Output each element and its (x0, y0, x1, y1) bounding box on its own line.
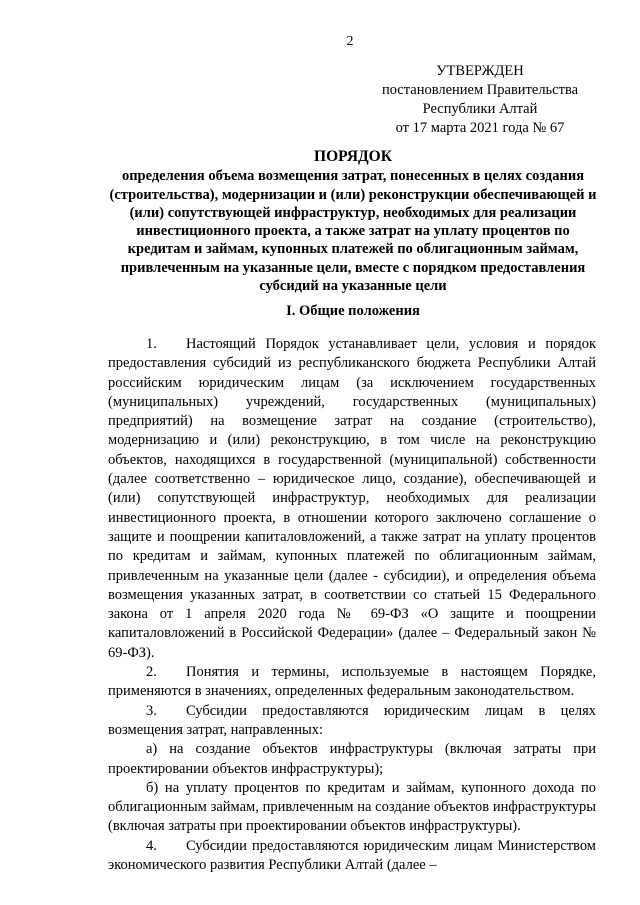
document-subtitle: определения объема возмещения затрат, понесенных в целях создания (строительства), модернизации и (или) реконструкции обеспечивающей и (или) сопутствующей инфраструктур, необходимых для реализации инвестиционного проекта, а также затрат на уплату процентов по кредитам и займам, купонных платежей по облигационным займам, привлеченным на указанные цели, вместе с порядком предоставления субсидий на указанные цели (109, 168, 597, 295)
approval-line-2: постановлением Правительства (381, 82, 579, 98)
approval-line-3: Республики Алтай (422, 101, 538, 117)
paragraph-number: 1. (146, 336, 157, 352)
paragraph-number: 3. (146, 702, 157, 719)
paragraph-text: Понятия и термины, используемые в настоящем Порядке, применяются в значениях, определенных федеральным законодательством. (108, 664, 596, 700)
paragraph-number: 2. (146, 664, 157, 681)
paragraph-4 (108, 837, 596, 876)
paragraph-number: 4. (146, 837, 157, 854)
paragraph-3a: а) на создание объектов инфраструктуры (включая затраты при проектировании объектов инфраструктуры); (108, 741, 596, 777)
document-heading: ПОРЯДОК (314, 148, 392, 165)
paragraph-2 (108, 663, 596, 702)
document-body (108, 335, 596, 875)
section-heading: I. Общие положения (286, 303, 420, 319)
approval-stamp (360, 62, 600, 138)
approval-line-4: от 17 марта 2021 года № 67 (395, 120, 565, 136)
approval-line-1: УТВЕРЖДЕН (436, 63, 524, 79)
document-title (108, 148, 598, 295)
paragraph-1 (108, 335, 596, 663)
paragraph-text: Настоящий Порядок устанавливает цели, условия и порядок предоставления субсидий из республиканского бюджета Республики Алтай российским юридическим лицам (за исключением государственных (муниципальных) учреждений, государственных (муниципальных) предприятий) на возмещение затрат на создание (строительство), модернизацию и (или) реконструкцию, в том числе на реконструкцию объектов, находящихся в государственной (муниципальной) собственности (далее соответственно – юридическое лицо, создание), обеспечивающей и (или) сопутствующей инфраструктур, необходимых для реализации инвестиционного проекта, в отношении которого заключено соглашение о защите и поощрении капиталовложений, а также затрат на уплату процентов по кредитам и займам, купонных платежей по облигационным займам, привлеченным на указанные цели (далее - субсидии), и определения объема возмещения указанных затрат, в соответствии со статьей 15 Федерального закона от 1 апреля 2020 года № 69-ФЗ «О защите и поощрении капиталовложений в Российской Федерации» (далее – Федеральный закон № 69-ФЗ). (108, 336, 596, 661)
paragraph-3b: б) на уплату процентов по кредитам и займам, купонного дохода по облигационным займам, привлеченным на создание объектов инфраструктуры (включая затраты при проектировании объектов инфраструктуры). (108, 779, 596, 835)
paragraph-3 (108, 702, 596, 741)
page-number: 2 (346, 34, 354, 49)
paragraph-text: Субсидии предоставляются юридическим лицам Министерством экономического развития Республики Алтай (далее – (108, 837, 596, 874)
paragraph-text: Субсидии предоставляются юридическим лицам в целях возмещения затрат, направленных: (108, 702, 596, 738)
